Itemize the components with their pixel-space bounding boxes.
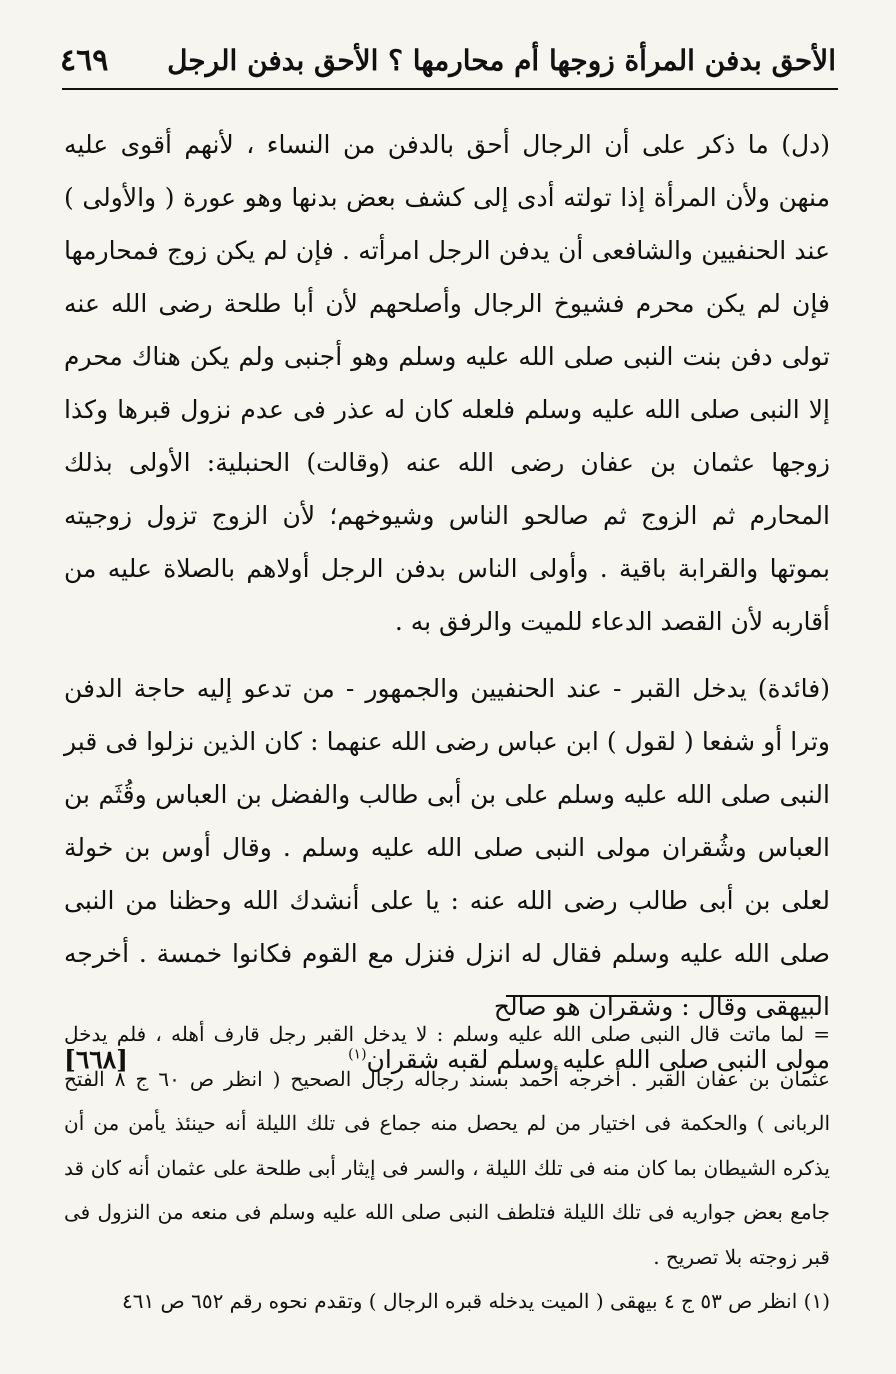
footnote-1: (١) انظر ص ٥٣ ج ٤ بيهقى ( الميت يدخله قبره الرجال ) وتقدم نحوه رقم ٦٥٢ ص ٤٦١: [121, 1289, 830, 1313]
paragraph-text: (فائدة) يدخل القبر - عند الحنفيين والجمهور - من تدعو إليه حاجة الدفن وترا أو شفعا ( لقول ) ابن عباس رضى الله عنهما : كان الذين نزلوا فى قبر النبى صلى الله عليه وسلم على بن أبى طالب والفضل بن العباس وقُثَم بن العباس وشُقران مولى النبى صلى الله عليه وسلم . وقال أوس بن خولة لعلى بن أبى طالب رضى الله عنه : يا على أنشدك الله وحظنا من النبى صلى الله عليه وسلم فقال له انزل فنزل مع القوم فكانوا خمسة . أخرجه البيهقى وقال : وشقران هو صالح: [64, 674, 830, 1021]
running-title: الأحق بدفن المرأة زوجها أم محارمها ؟ الأحق بدفن الرجل: [167, 43, 836, 77]
paragraph: (دل) ما ذكر على أن الرجال أحق بالدفن من النساء ، لأنهم أقوى عليه منهن ولأن المرأة إذا تولته أدى إلى كشف بعض بدنها وهو عورة ( والأولى ) عند الحنفيين والشافعى أن يدفن الرجل امرأته . فإن لم يكن زوج فمحارمها فإن لم يكن محرم فشيوخ الرجال وأصلحهم لأن أبا طلحة رضى الله عنه تولى دفن بنت النبى صلى الله عليه وسلم وهو أجنبى ولم يكن هناك محرم إلا النبى صلى الله عليه وسلم فلعله كان له عذر فى عدم نزول قبرها وكذا زوجها عثمان بن عفان رضى الله عنه (وقالت) الحنبلية: الأولى بذلك المحارم ثم الزوج ثم صالحو الناس وشيوخهم؛ لأن الزوج تزول زوجيته بموتها والقرابة باقية . وأولى الناس بدفن الرجل أولاهم بالصلاة عليه من أقاربه لأن القصد الدعاء للميت والرفق به .: [64, 130, 830, 636]
page-header: [60, 36, 836, 84]
footnote-continuation: = لما ماتت قال النبى صلى الله عليه وسلم : لا يدخل القبر رجل قارف أهله ، فلم يدخل عثمان بن عفان القبر . أخرجه أحمد بسند رجاله رجال الصحيح ( انظر ص ٦٠ ج ٨ الفتح الربانى ) والحكمة فى اختيار من لم يحصل منه جماع فى تلك الليلة أنه حينئذ يأمن من أن يذكره الشيطان بما كان منه فى تلك الليلة ، والسر فى إيثار أبى طلحة على عثمان أنه كان قد جامع بعض جواريه فى تلك الليلة فتلطف النبى صلى الله عليه وسلم فى منعه من النزول فى قبر زوجته بلا تصريح .: [64, 1022, 830, 1269]
paragraph: [64, 662, 830, 1033]
footnote-marker: (١): [348, 1046, 367, 1063]
main-text: [64, 118, 830, 1086]
footnote-divider: [506, 995, 820, 997]
last-line-text: مولى النبى صلى الله عليه وسلم لقبه شقران: [366, 1045, 830, 1074]
hadith-reference-number: [٦٦٨]: [64, 1045, 128, 1074]
footnotes: [64, 1012, 830, 1324]
header-divider: [62, 88, 838, 90]
page-number: ٤٦٩: [60, 42, 109, 78]
